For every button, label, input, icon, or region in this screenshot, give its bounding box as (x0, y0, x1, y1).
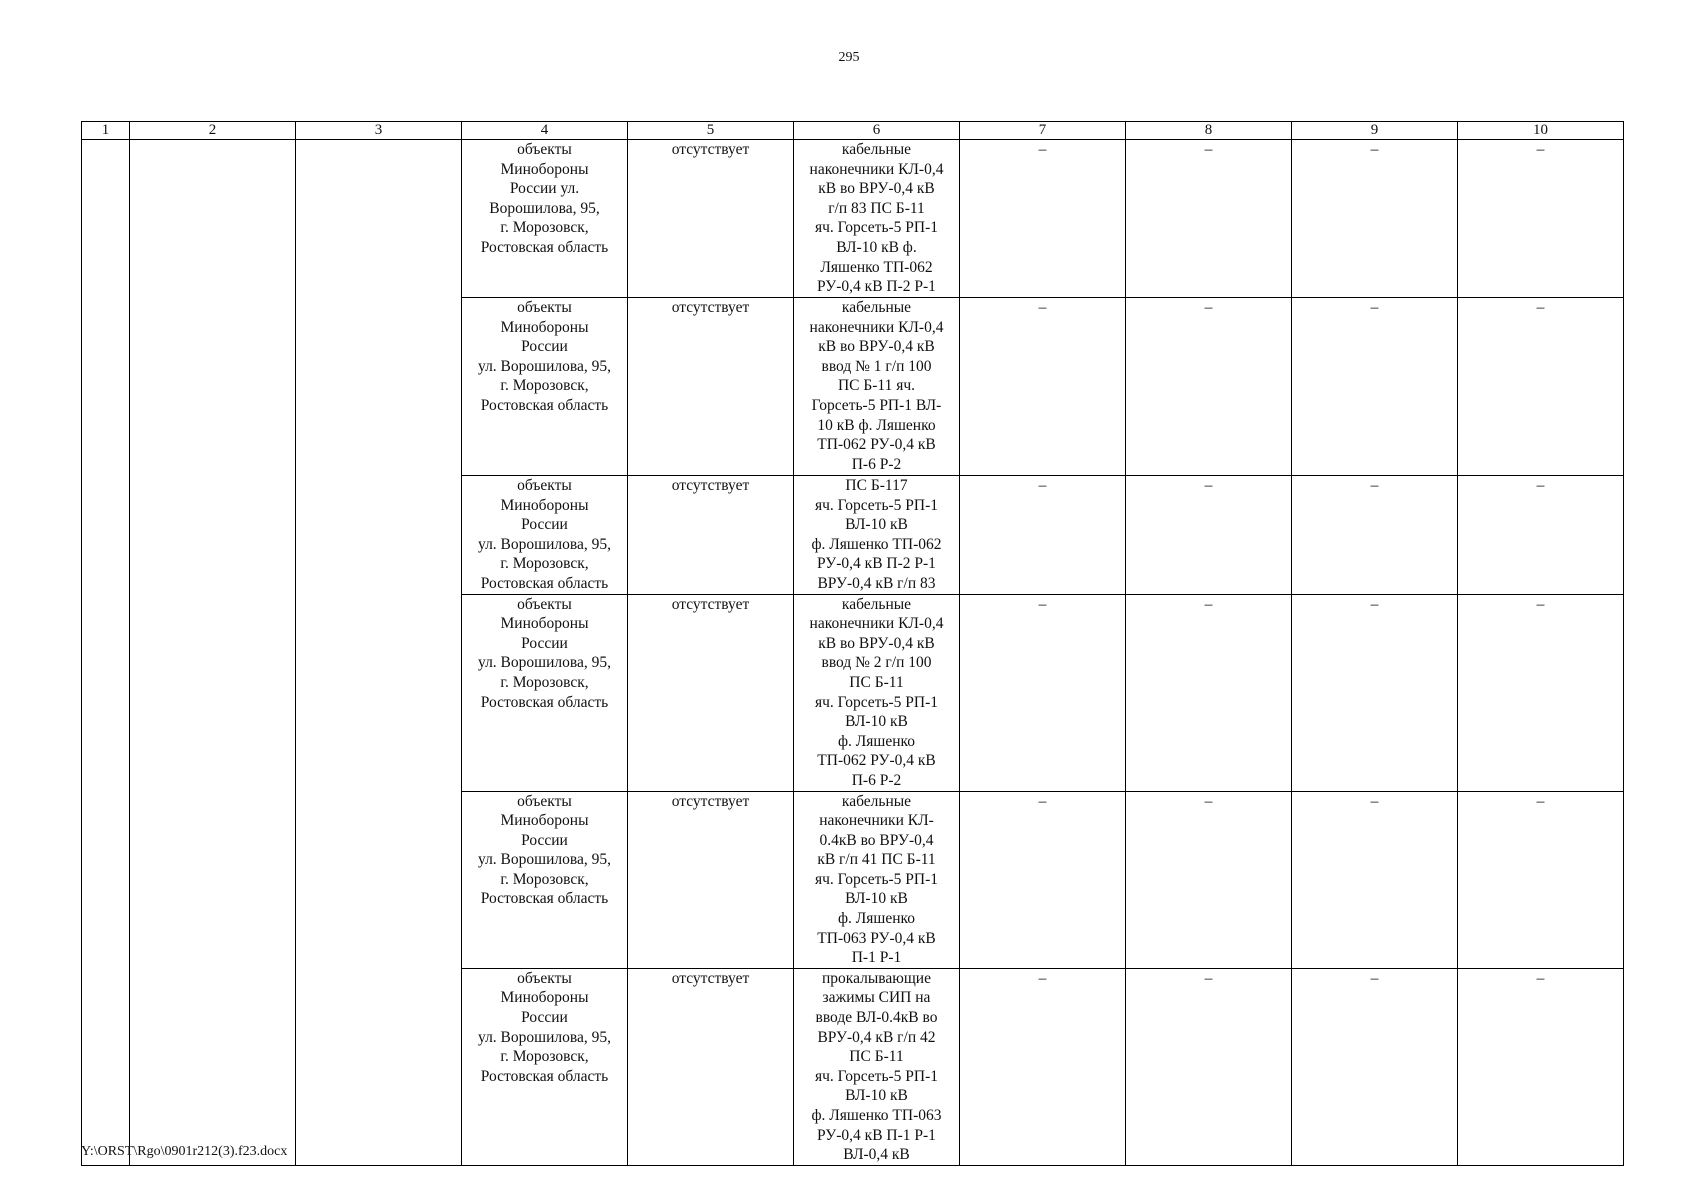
cell-dash: – (960, 140, 1126, 298)
cell-dash: – (1126, 968, 1292, 1165)
cell-dash: – (1458, 140, 1624, 298)
cell-col1 (82, 140, 130, 1166)
cell-dash: – (960, 791, 1126, 968)
column-header: 10 (1458, 122, 1624, 140)
cell-status: отсутствует (628, 968, 794, 1165)
table-row (82, 140, 1624, 298)
cell-status: отсутствует (628, 791, 794, 968)
cell-dash: – (1126, 791, 1292, 968)
column-header: 9 (1292, 122, 1458, 140)
cell-dash: – (960, 298, 1126, 476)
cell-location: кабельные наконечники КЛ-0,4 кВ во ВРУ-0,4 кВ ввод № 2 г/п 100 ПС Б-11 яч. Горсеть-5 РП-1 ВЛ-10 кВ ф. Ляшенко ТП-062 РУ-0,4 кВ П-6 Р-2 (794, 594, 960, 791)
cell-location: кабельные наконечники КЛ- 0.4кВ во ВРУ-0,4 кВ г/п 41 ПС Б-11 яч. Горсеть-5 РП-1 ВЛ-10 кВ ф. Ляшенко ТП-063 РУ-0,4 кВ П-1 Р-1 (794, 791, 960, 968)
cell-object: объекты Минобороны России ул. Ворошилова, 95, г. Морозовск, Ростовская область (462, 594, 628, 791)
column-header: 8 (1126, 122, 1292, 140)
cell-status: отсутствует (628, 594, 794, 791)
cell-location: кабельные наконечники КЛ-0,4 кВ во ВРУ-0,4 кВ г/п 83 ПС Б-11 яч. Горсеть-5 РП-1 ВЛ-10 кВ ф. Ляшенко ТП-062 РУ-0,4 кВ П-2 Р-1 (794, 140, 960, 298)
data-table (81, 121, 1624, 1166)
column-header: 3 (296, 122, 462, 140)
cell-dash: – (1292, 594, 1458, 791)
cell-dash: – (1292, 298, 1458, 476)
cell-dash: – (1126, 594, 1292, 791)
cell-dash: – (1292, 968, 1458, 1165)
cell-dash: – (1458, 476, 1624, 595)
cell-dash: – (1458, 594, 1624, 791)
cell-status: отсутствует (628, 298, 794, 476)
cell-dash: – (1292, 476, 1458, 595)
cell-object: объекты Минобороны России ул. Ворошилова, 95, г. Морозовск, Ростовская область (462, 476, 628, 595)
cell-dash: – (960, 476, 1126, 595)
cell-col2 (130, 140, 296, 1166)
column-header: 5 (628, 122, 794, 140)
cell-dash: – (1292, 791, 1458, 968)
column-header: 6 (794, 122, 960, 140)
cell-dash: – (1458, 968, 1624, 1165)
cell-dash: – (1126, 298, 1292, 476)
page-number: 295 (838, 50, 860, 65)
column-header: 4 (462, 122, 628, 140)
column-header: 2 (130, 122, 296, 140)
cell-object: объекты Минобороны России ул. Ворошилова, 95, г. Морозовск, Ростовская область (462, 968, 628, 1165)
cell-dash: – (960, 968, 1126, 1165)
file-path-footer: Y:\ORST\Rgo\0901r212(3).f23.docx (81, 1144, 288, 1159)
cell-dash: – (1292, 140, 1458, 298)
cell-object: объекты Минобороны России ул. Ворошилова, 95, г. Морозовск, Ростовская область (462, 140, 628, 298)
cell-status: отсутствует (628, 476, 794, 595)
cell-location: ПС Б-117 яч. Горсеть-5 РП-1 ВЛ-10 кВ ф. Ляшенко ТП-062 РУ-0,4 кВ П-2 Р-1 ВРУ-0,4 кВ г/п 83 (794, 476, 960, 595)
column-header: 1 (82, 122, 130, 140)
cell-location: прокалывающие зажимы СИП на вводе ВЛ-0.4кВ во ВРУ-0,4 кВ г/п 42 ПС Б-11 яч. Горсеть-5 РП-1 ВЛ-10 кВ ф. Ляшенко ТП-063 РУ-0,4 кВ П-1 Р-1 ВЛ-0,4 кВ (794, 968, 960, 1165)
header-row (82, 122, 1624, 140)
cell-dash: – (1458, 791, 1624, 968)
cell-dash: – (1126, 476, 1292, 595)
cell-col3 (296, 140, 462, 1166)
cell-dash: – (1458, 298, 1624, 476)
cell-status: отсутствует (628, 140, 794, 298)
cell-dash: – (1126, 140, 1292, 298)
column-header: 7 (960, 122, 1126, 140)
cell-location: кабельные наконечники КЛ-0,4 кВ во ВРУ-0,4 кВ ввод № 1 г/п 100 ПС Б-11 яч. Горсеть-5 РП-1 ВЛ- 10 кВ ф. Ляшенко ТП-062 РУ-0,4 кВ П-6 Р-2 (794, 298, 960, 476)
cell-object: объекты Минобороны России ул. Ворошилова, 95, г. Морозовск, Ростовская область (462, 791, 628, 968)
cell-object: объекты Минобороны России ул. Ворошилова, 95, г. Морозовск, Ростовская область (462, 298, 628, 476)
cell-dash: – (960, 594, 1126, 791)
